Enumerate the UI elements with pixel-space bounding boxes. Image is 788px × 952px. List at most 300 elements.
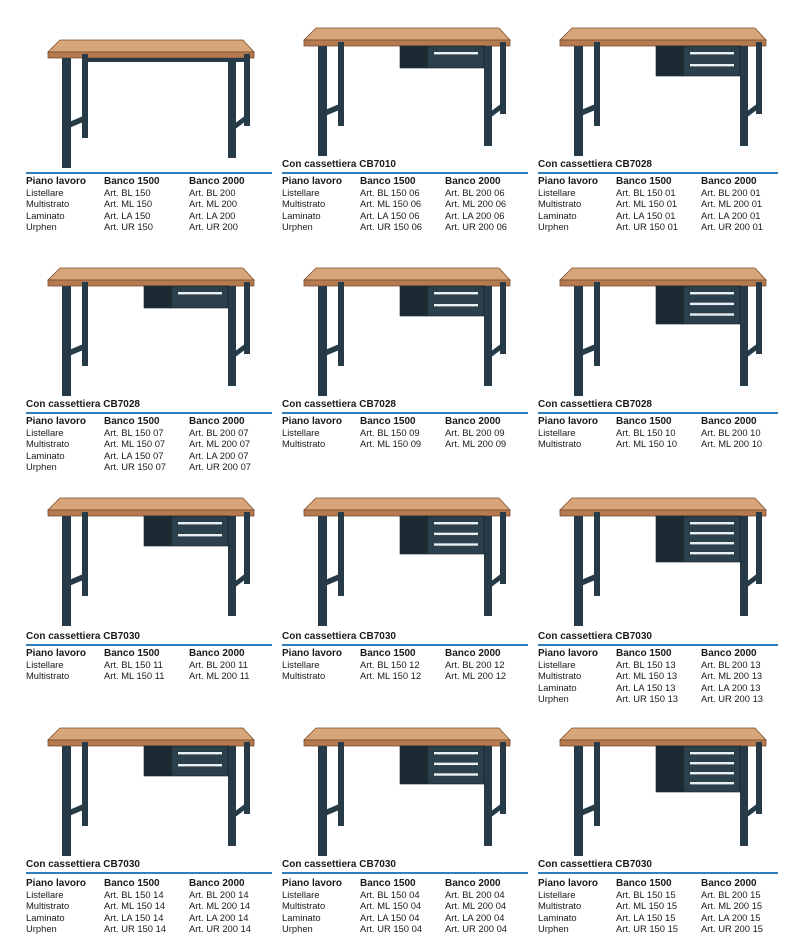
bench-leg bbox=[574, 746, 583, 856]
table-row bbox=[282, 427, 520, 438]
article-code-2000: Art. BL 200 bbox=[189, 187, 236, 199]
article-table bbox=[282, 878, 520, 934]
drawer-handle bbox=[434, 763, 478, 765]
article-code-2000: Art. LA 200 07 bbox=[189, 449, 249, 461]
article-code-2000: Art. BL 200 04 bbox=[445, 889, 505, 901]
column-header: Piano lavoro bbox=[26, 176, 87, 187]
article-code-1500: Art. UR 150 15 bbox=[616, 922, 679, 934]
bench-caption: Con cassettiera CB7028 bbox=[538, 399, 652, 410]
bench-leg bbox=[318, 46, 327, 156]
bench-leg bbox=[594, 742, 600, 826]
table-header-row bbox=[282, 648, 520, 659]
table-row bbox=[538, 187, 776, 198]
bench-top-surface bbox=[48, 728, 254, 740]
column-header: Piano lavoro bbox=[26, 648, 87, 659]
bench-leg bbox=[82, 742, 88, 826]
article-code-2000: Art. UR 200 13 bbox=[701, 692, 764, 704]
material-name: Laminato bbox=[26, 449, 65, 461]
table-row bbox=[282, 659, 520, 670]
bench-top-edge bbox=[560, 40, 766, 46]
article-code-1500: Art. LA 150 01 bbox=[616, 209, 676, 221]
bench-leg bbox=[338, 512, 344, 596]
bench-caption: Con cassettiera CB7030 bbox=[538, 631, 652, 642]
column-header: Piano lavoro bbox=[282, 416, 343, 427]
drawer-handle bbox=[434, 543, 478, 545]
article-table bbox=[26, 176, 264, 232]
article-code-2000: Art. BL 200 12 bbox=[445, 659, 505, 671]
material-name: Laminato bbox=[538, 681, 577, 693]
material-name: Laminato bbox=[538, 209, 577, 221]
table-row bbox=[538, 438, 776, 449]
table-header-row bbox=[538, 416, 776, 427]
article-code-2000: Art. ML 200 13 bbox=[701, 670, 763, 682]
column-header: Banco 1500 bbox=[360, 176, 416, 187]
bench-leg bbox=[62, 516, 71, 626]
material-name: Multistrato bbox=[538, 438, 582, 450]
drawer-unit-side bbox=[144, 516, 172, 546]
article-code-2000: Art. ML 200 10 bbox=[701, 438, 763, 450]
table-row bbox=[282, 221, 520, 232]
bench-rail bbox=[82, 58, 250, 62]
column-header: Banco 2000 bbox=[701, 416, 757, 427]
material-name: Laminato bbox=[538, 911, 577, 923]
bench-caption: Con cassettiera CB7028 bbox=[282, 399, 396, 410]
column-header: Banco 2000 bbox=[445, 416, 501, 427]
section-rule bbox=[282, 412, 528, 414]
article-code-1500: Art. UR 150 04 bbox=[360, 922, 423, 934]
article-table bbox=[538, 176, 776, 232]
table-row bbox=[282, 210, 520, 221]
material-name: Urphen bbox=[282, 922, 313, 934]
column-header: Piano lavoro bbox=[282, 648, 343, 659]
bench-leg bbox=[574, 516, 583, 626]
article-code-1500: Art. BL 150 07 bbox=[104, 427, 164, 439]
bench-top-edge bbox=[304, 740, 510, 746]
section-rule bbox=[538, 172, 778, 174]
bench-top-surface bbox=[48, 40, 254, 52]
column-header: Banco 1500 bbox=[360, 648, 416, 659]
article-code-1500: Art. ML 150 15 bbox=[616, 900, 678, 912]
article-code-1500: Art. LA 150 bbox=[104, 209, 151, 221]
drawer-handle bbox=[178, 522, 222, 524]
material-name: Multistrato bbox=[282, 900, 326, 912]
column-header: Banco 1500 bbox=[616, 176, 672, 187]
material-name: Laminato bbox=[282, 911, 321, 923]
drawer-handle bbox=[434, 752, 478, 754]
article-table bbox=[282, 416, 520, 450]
column-header: Banco 1500 bbox=[104, 416, 160, 427]
column-header: Banco 1500 bbox=[360, 416, 416, 427]
section-rule bbox=[26, 412, 272, 414]
article-code-2000: Art. UR 200 14 bbox=[189, 922, 252, 934]
bench-leg bbox=[318, 286, 327, 396]
article-code-2000: Art. ML 200 11 bbox=[189, 670, 250, 682]
article-code-2000: Art. BL 200 13 bbox=[701, 659, 761, 671]
bench-leg bbox=[574, 46, 583, 156]
column-header: Banco 1500 bbox=[104, 176, 160, 187]
article-code-1500: Art. LA 150 07 bbox=[104, 449, 164, 461]
material-name: Listellare bbox=[538, 187, 576, 199]
table-row bbox=[282, 438, 520, 449]
table-row bbox=[282, 923, 520, 934]
table-row bbox=[538, 912, 776, 923]
article-table bbox=[538, 648, 776, 704]
material-name: Urphen bbox=[538, 922, 569, 934]
article-code-2000: Art. BL 200 14 bbox=[189, 889, 249, 901]
article-code-1500: Art. ML 150 12 bbox=[360, 670, 422, 682]
bench-top-edge bbox=[48, 510, 254, 516]
bench-top-edge bbox=[48, 280, 254, 286]
column-header: Banco 1500 bbox=[616, 416, 672, 427]
bench-leg bbox=[594, 282, 600, 366]
article-code-1500: Art. BL 150 bbox=[104, 187, 151, 199]
table-header-row bbox=[26, 176, 264, 187]
article-code-2000: Art. BL 200 15 bbox=[701, 889, 761, 901]
table-header-row bbox=[282, 878, 520, 889]
article-code-2000: Art. UR 200 15 bbox=[701, 922, 764, 934]
material-name: Listellare bbox=[538, 889, 576, 901]
column-header: Piano lavoro bbox=[538, 878, 599, 889]
article-code-1500: Art. ML 150 bbox=[104, 198, 153, 210]
bench-leg bbox=[228, 286, 236, 386]
workbench-illustration bbox=[38, 258, 264, 398]
workbench-illustration bbox=[294, 258, 520, 398]
article-code-2000: Art. ML 200 06 bbox=[445, 198, 507, 210]
drawer-unit-side bbox=[400, 516, 428, 554]
column-header: Piano lavoro bbox=[538, 416, 599, 427]
column-header: Banco 2000 bbox=[701, 648, 757, 659]
article-code-1500: Art. ML 150 07 bbox=[104, 438, 166, 450]
bench-top-surface bbox=[560, 498, 766, 510]
bench-top-surface bbox=[304, 268, 510, 280]
column-header: Banco 2000 bbox=[189, 176, 245, 187]
article-code-1500: Art. BL 150 13 bbox=[616, 659, 676, 671]
table-row bbox=[26, 438, 264, 449]
table-row bbox=[538, 682, 776, 693]
material-name: Listellare bbox=[538, 427, 576, 439]
drawer-handle bbox=[690, 303, 734, 305]
article-code-1500: Art. UR 150 14 bbox=[104, 922, 167, 934]
bench-leg bbox=[484, 46, 492, 146]
bench-leg bbox=[594, 42, 600, 126]
article-code-1500: Art. LA 150 14 bbox=[104, 911, 164, 923]
article-code-1500: Art. ML 150 01 bbox=[616, 198, 678, 210]
column-header: Piano lavoro bbox=[538, 176, 599, 187]
bench-leg bbox=[740, 746, 748, 846]
bench-top-edge bbox=[304, 510, 510, 516]
table-row bbox=[26, 221, 264, 232]
table-row bbox=[26, 198, 264, 209]
table-header-row bbox=[538, 878, 776, 889]
material-name: Listellare bbox=[26, 659, 64, 671]
material-name: Listellare bbox=[282, 659, 320, 671]
bench-caption: Con cassettiera CB7030 bbox=[282, 859, 396, 870]
table-row bbox=[26, 659, 264, 670]
article-code-2000: Art. BL 200 01 bbox=[701, 187, 761, 199]
article-table bbox=[26, 416, 264, 472]
drawer-handle bbox=[690, 532, 734, 534]
article-code-1500: Art. BL 150 01 bbox=[616, 187, 676, 199]
material-name: Listellare bbox=[538, 659, 576, 671]
column-header: Banco 2000 bbox=[445, 176, 501, 187]
workbench-illustration bbox=[550, 18, 776, 158]
bench-top-surface bbox=[560, 728, 766, 740]
material-name: Urphen bbox=[538, 220, 569, 232]
bench-leg bbox=[82, 54, 88, 138]
bench-caption: Con cassettiera CB7028 bbox=[538, 159, 652, 170]
drawer-unit-side bbox=[656, 746, 684, 792]
table-row bbox=[282, 198, 520, 209]
drawer-handle bbox=[434, 773, 478, 775]
drawer-handle bbox=[690, 762, 734, 764]
table-header-row bbox=[26, 648, 264, 659]
article-code-2000: Art. BL 200 07 bbox=[189, 427, 249, 439]
bench-leg bbox=[740, 286, 748, 386]
section-rule bbox=[538, 872, 778, 874]
bench-leg bbox=[62, 58, 71, 168]
workbench-illustration bbox=[550, 488, 776, 628]
material-name: Multistrato bbox=[26, 438, 70, 450]
article-table bbox=[538, 878, 776, 934]
article-code-2000: Art. BL 200 10 bbox=[701, 427, 761, 439]
drawer-unit-side bbox=[400, 286, 428, 316]
bench-leg bbox=[62, 286, 71, 396]
bench-leg bbox=[740, 46, 748, 146]
table-row bbox=[26, 461, 264, 472]
article-code-1500: Art. ML 150 10 bbox=[616, 438, 678, 450]
article-code-1500: Art. UR 150 07 bbox=[104, 460, 167, 472]
table-header-row bbox=[26, 878, 264, 889]
article-code-1500: Art. BL 150 14 bbox=[104, 889, 164, 901]
drawer-handle bbox=[690, 313, 734, 315]
table-row bbox=[26, 427, 264, 438]
table-row bbox=[26, 450, 264, 461]
drawer-unit-side bbox=[400, 746, 428, 784]
workbench-illustration bbox=[38, 718, 264, 858]
material-name: Multistrato bbox=[282, 198, 326, 210]
material-name: Multistrato bbox=[26, 900, 70, 912]
section-rule bbox=[282, 872, 528, 874]
column-header: Banco 2000 bbox=[445, 648, 501, 659]
section-rule bbox=[282, 644, 528, 646]
material-name: Urphen bbox=[538, 692, 569, 704]
bench-caption: Con cassettiera CB7030 bbox=[26, 631, 140, 642]
bench-leg bbox=[82, 282, 88, 366]
table-row bbox=[538, 221, 776, 232]
drawer-unit-side bbox=[144, 746, 172, 776]
column-header: Banco 2000 bbox=[189, 878, 245, 889]
bench-leg bbox=[338, 42, 344, 126]
material-name: Multistrato bbox=[26, 670, 70, 682]
article-code-1500: Art. ML 150 11 bbox=[104, 670, 165, 682]
bench-leg bbox=[338, 282, 344, 366]
bench-leg bbox=[228, 58, 236, 158]
column-header: Piano lavoro bbox=[282, 176, 343, 187]
material-name: Multistrato bbox=[538, 198, 582, 210]
material-name: Laminato bbox=[26, 911, 65, 923]
drawer-handle bbox=[690, 52, 734, 54]
section-rule bbox=[26, 172, 272, 174]
table-row bbox=[538, 923, 776, 934]
article-code-1500: Art. BL 150 12 bbox=[360, 659, 420, 671]
table-row bbox=[282, 912, 520, 923]
bench-top-surface bbox=[304, 728, 510, 740]
article-code-1500: Art. BL 150 15 bbox=[616, 889, 676, 901]
article-code-1500: Art. BL 150 06 bbox=[360, 187, 420, 199]
drawer-unit-side bbox=[144, 286, 172, 308]
section-rule bbox=[538, 412, 778, 414]
article-table bbox=[282, 176, 520, 232]
workbench-illustration bbox=[550, 718, 776, 858]
drawer-handle bbox=[434, 533, 478, 535]
table-row bbox=[26, 670, 264, 681]
article-code-1500: Art. UR 150 01 bbox=[616, 220, 679, 232]
drawer-unit-side bbox=[656, 46, 684, 76]
article-code-2000: Art. BL 200 11 bbox=[189, 659, 248, 671]
article-code-2000: Art. ML 200 04 bbox=[445, 900, 507, 912]
drawer-handle bbox=[690, 782, 734, 784]
article-code-1500: Art. LA 150 15 bbox=[616, 911, 676, 923]
article-code-1500: Art. BL 150 09 bbox=[360, 427, 420, 439]
column-header: Banco 2000 bbox=[445, 878, 501, 889]
table-header-row bbox=[26, 416, 264, 427]
table-row bbox=[538, 659, 776, 670]
bench-top-surface bbox=[48, 268, 254, 280]
article-code-2000: Art. UR 200 01 bbox=[701, 220, 764, 232]
drawer-handle bbox=[434, 522, 478, 524]
article-code-2000: Art. ML 200 15 bbox=[701, 900, 763, 912]
table-header-row bbox=[282, 176, 520, 187]
table-row bbox=[538, 693, 776, 704]
column-header: Piano lavoro bbox=[538, 648, 599, 659]
bench-top-edge bbox=[48, 740, 254, 746]
workbench-illustration bbox=[294, 718, 520, 858]
table-header-row bbox=[538, 176, 776, 187]
section-rule bbox=[538, 644, 778, 646]
table-row bbox=[538, 900, 776, 911]
article-code-2000: Art. LA 200 13 bbox=[701, 681, 761, 693]
drawer-handle bbox=[434, 292, 478, 294]
material-name: Laminato bbox=[282, 209, 321, 221]
article-code-1500: Art. UR 150 06 bbox=[360, 220, 423, 232]
column-header: Piano lavoro bbox=[26, 416, 87, 427]
bench-leg bbox=[82, 512, 88, 596]
table-row bbox=[26, 210, 264, 221]
table-row bbox=[538, 670, 776, 681]
material-name: Laminato bbox=[26, 209, 65, 221]
article-code-1500: Art. ML 150 14 bbox=[104, 900, 166, 912]
table-row bbox=[282, 670, 520, 681]
article-code-2000: Art. ML 200 01 bbox=[701, 198, 763, 210]
article-code-2000: Art. LA 200 15 bbox=[701, 911, 761, 923]
bench-leg bbox=[740, 516, 748, 616]
bench-leg bbox=[228, 516, 236, 616]
article-code-1500: Art. BL 150 04 bbox=[360, 889, 420, 901]
section-rule bbox=[26, 872, 272, 874]
column-header: Banco 2000 bbox=[189, 416, 245, 427]
bench-leg bbox=[484, 746, 492, 846]
table-row bbox=[26, 889, 264, 900]
column-header: Banco 1500 bbox=[360, 878, 416, 889]
material-name: Listellare bbox=[282, 889, 320, 901]
section-rule bbox=[26, 644, 272, 646]
workbench-illustration bbox=[294, 488, 520, 628]
drawer-handle bbox=[434, 52, 478, 54]
material-name: Urphen bbox=[26, 922, 57, 934]
table-header-row bbox=[538, 648, 776, 659]
drawer-handle bbox=[690, 522, 734, 524]
article-code-1500: Art. ML 150 13 bbox=[616, 670, 678, 682]
bench-caption: Con cassettiera CB7030 bbox=[538, 859, 652, 870]
bench-leg bbox=[228, 746, 236, 846]
article-code-2000: Art. BL 200 06 bbox=[445, 187, 505, 199]
material-name: Multistrato bbox=[282, 670, 326, 682]
column-header: Banco 2000 bbox=[701, 176, 757, 187]
material-name: Multistrato bbox=[538, 900, 582, 912]
material-name: Urphen bbox=[26, 220, 57, 232]
article-code-2000: Art. LA 200 bbox=[189, 209, 236, 221]
bench-leg bbox=[318, 516, 327, 626]
article-code-2000: Art. ML 200 09 bbox=[445, 438, 507, 450]
column-header: Piano lavoro bbox=[26, 878, 87, 889]
drawer-unit-side bbox=[656, 286, 684, 324]
article-table bbox=[26, 648, 264, 682]
article-code-1500: Art. UR 150 bbox=[104, 220, 153, 232]
material-name: Listellare bbox=[282, 427, 320, 439]
material-name: Multistrato bbox=[282, 438, 326, 450]
bench-leg bbox=[574, 286, 583, 396]
drawer-handle bbox=[178, 752, 222, 754]
bench-leg bbox=[484, 286, 492, 386]
bench-top-edge bbox=[48, 52, 254, 58]
drawer-handle bbox=[178, 764, 222, 766]
material-name: Listellare bbox=[26, 889, 64, 901]
table-row bbox=[282, 187, 520, 198]
drawer-handle bbox=[434, 304, 478, 306]
article-code-1500: Art. ML 150 06 bbox=[360, 198, 422, 210]
article-code-2000: Art. ML 200 14 bbox=[189, 900, 251, 912]
article-code-2000: Art. UR 200 bbox=[189, 220, 238, 232]
material-name: Listellare bbox=[282, 187, 320, 199]
bench-leg bbox=[62, 746, 71, 856]
material-name: Multistrato bbox=[26, 198, 70, 210]
bench-top-edge bbox=[560, 280, 766, 286]
bench-leg bbox=[484, 516, 492, 616]
article-code-1500: Art. BL 150 11 bbox=[104, 659, 163, 671]
article-code-2000: Art. ML 200 07 bbox=[189, 438, 251, 450]
table-row bbox=[282, 889, 520, 900]
article-code-2000: Art. ML 200 bbox=[189, 198, 238, 210]
bench-leg bbox=[338, 742, 344, 826]
bench-top-surface bbox=[304, 28, 510, 40]
bench-top-surface bbox=[304, 498, 510, 510]
table-row bbox=[26, 900, 264, 911]
drawer-handle bbox=[690, 292, 734, 294]
drawer-handle bbox=[690, 64, 734, 66]
table-row bbox=[282, 900, 520, 911]
table-row bbox=[26, 923, 264, 934]
article-table bbox=[538, 416, 776, 450]
article-code-1500: Art. ML 150 04 bbox=[360, 900, 422, 912]
material-name: Listellare bbox=[26, 427, 64, 439]
material-name: Multistrato bbox=[538, 670, 582, 682]
workbench-illustration bbox=[38, 30, 264, 170]
column-header: Banco 1500 bbox=[616, 648, 672, 659]
article-code-2000: Art. UR 200 06 bbox=[445, 220, 508, 232]
bench-leg bbox=[594, 512, 600, 596]
drawer-handle bbox=[178, 292, 222, 294]
column-header: Banco 1500 bbox=[104, 878, 160, 889]
